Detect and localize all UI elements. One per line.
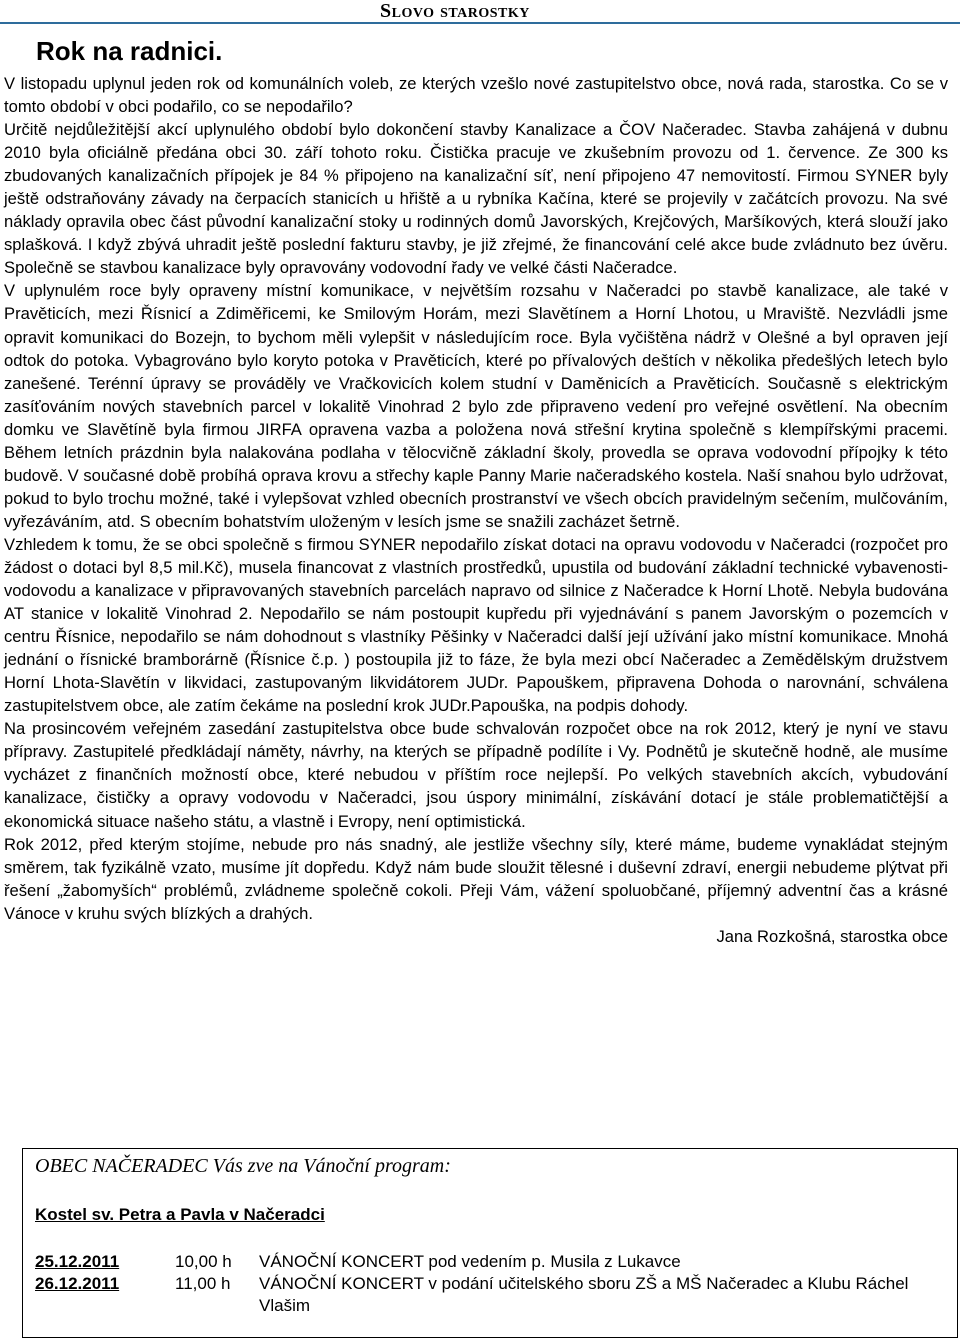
paragraph: V listopadu uplynul jeden rok od komunálních voleb, ze kterých vzešlo nové zastupitelstvo obce, nová rada, starostka. Co se v tomto období v obci podařilo, co se nepodařilo? (4, 74, 948, 117)
event-time: 11,00 h (175, 1274, 231, 1293)
paragraph: Na prosincovém veřejném zasedání zastupitelstva obce bude schvalován rozpočet obce na rok 2012, který je nyní ve stavu přípravy. Zastupitelé předkládají náměty, návrhy, na kterých se případně podílíte i Vy. Podnětů je skutečně hodně, ale musíme vycházet z finančních možností obce, které nebudou v příštím roce nejlepší. Po velkých stavebních akcích, vybudování kanalizace, čističky a opravy vodovodu v Načeradci, jsou úspory minimální, získávání dotací je stále problematičtější a ekonomická situace našeho státu, a vlastně i Evropy, není optimistická. (4, 719, 948, 831)
event-date: 26.12.2011 (35, 1274, 120, 1293)
christmas-program-box (22, 1148, 958, 1338)
paragraph: Určitě nejdůležitější akcí uplynulého období bylo dokončení stavby Kanalizace a ČOV Načeradec. Stavba zahájená v dubnu 2010 byla oficiálně předána obci 30. září tohoto roku. Čistička pracuje ve zkušebním provozu od 1. července. Ze 300 ks zbudovaných kanalizačních přípojek je 84 % připojeno na kanalizační síť, není připojeno 47 nemovitostí. Firmou SYNER byly ještě odstraňovány závady na čerpacích stanicích u hřiště a u rybníka Kačína, které se projevily v začátcích provozu. Na své náklady opravila obec část původní kanalizační stoky u rodinných domů Javorských, Krejčových, Maršíkových, která slouží jako splašková. I když zbývá uhradit ještě poslední fakturu stavby, je již zřejmé, že financování celé akce bude zvládnuto bez úvěru. Společně se stavbou kanalizace byly opravovány vodovodní řady ve velké části Načeradce. (4, 120, 948, 278)
paragraph: Vzhledem k tomu, že se obci společně s firmou SYNER nepodařilo získat dotaci na opravu vodovodu v Načeradci (rozpočet pro žádost o dotaci byl 8,5 mil.Kč), musela financovat z vlastních prostředků, upustila od budování základní technické vybavenosti- vodovodu a kanalizace v připravovaných stavebních parcelách napravo od silnice z Načeradce k Horní Lhotě. Nebyla budována AT stanice v lokalitě Vinohrad 2. Nepodařilo se nám postoupit kupředu při vyjednávání s panem Javorským o pozemcích v centru Řísnice, nepodařilo se nám dohodnout s vlastníky Pěšinky v Načeradci další její užívání jako místní komunikace. Mnohá jednání o řísnické bramborárně (Řísnice č.p. ) postoupila již to fáze, že byla mezi obcí Načeradec a Zemědělským družstvem Horní Lhota-Slavětín v likvidaci, zastupovaným likvidátorem JUDr. Papouškem, připravena Dohoda o narovnání, schválena zastupitelstvem obce, ale zatím čekáme na poslední krok JUDr.Papouška, na podpis dohody. (4, 534, 948, 716)
event-description: VÁNOČNÍ KONCERT v podání učitelského sboru ZŠ a MŠ Načeradec a Klubu Ráchel Vlašim (259, 1274, 909, 1315)
event-time: 10,00 h (175, 1252, 232, 1271)
signature: Jana Rozkošná, starostka obce (716, 926, 948, 946)
article-body (4, 72, 948, 948)
article-title: Rok na radnici. (36, 36, 223, 66)
program-venue: Kostel sv. Petra a Pavla v Načeradci (35, 1205, 325, 1224)
event-description: VÁNOČNÍ KONCERT pod vedením p. Musila z Lukavce (259, 1252, 681, 1271)
event-date: 25.12.2011 (35, 1252, 120, 1271)
program-header: OBEC NAČERADEC Vás zve na Vánoční program: (35, 1155, 451, 1177)
section-label: Slovo starostky (380, 0, 530, 22)
paragraph: Rok 2012, před kterým stojíme, nebude pro nás snadný, ale jestliže všechny síly, které máme, budeme vynakládat stejným směrem, tak fyzikálně vzato, musíme jít dopředu. Když nám bude sloužit tělesné i duševní zdraví, energii nebudeme plýtvat při řešení „žabomyších“ problémů, zvládneme společně cokoli. Přeji Vám, vážení spoluobčané, příjemný adventní čas a krásné Vánoce v kruhu svých blízkých a drahých. (4, 834, 948, 923)
paragraph: V uplynulém roce byly opraveny místní komunikace, v největším rozsahu v Načeradci po stavbě kanalizace, ale také v Pravěticích, mezi Řísnicí a Zdiměřicemi, ke Smilovým Horám, mezi Slavětínem a Horní Lhotou, u Mraviště. Nezvládli jsme opravit komunikaci do Bozejn, to bychom měli vylepšit v následujícím roce. Byla vyčištěna nádrž v Olešné a byl opraven její odtok do potoka. Vybagrováno bylo koryto potoka v Pravěticích, které po přívalových deštích v několika předešlých letech bylo zanešené. Terénní úpravy se prováděly ve Vračkovicích kolem studní v Daměnicích a Pravěticích. Současně s elektrickým zasíťováním nových stavebních parcel v lokalitě Vinohrad 2 bylo zde připraveno vedení pro veřejné osvětlení. Na obecním domku ve Slavětíně byla firmou JIRFA opravena vazba a položena nová střešní krytina společně s klempířskými pracemi. Během letních prázdnin byla nalakována podlaha v tělocvičně základní školy, provedla se oprava vodovodní přípojky k této budově. V současné době probíhá oprava krovu a střechy kaple Panny Marie načeradského kostela. Naší snahou bylo udržovat, pokud to bylo trochu možné, také i vylepšovat vzhled obecních prostranství ve všech obcích pravidelným sečením, mulčováním, vyřezáváním, atd. S obecním bohatstvím uloženým v lesích jsme se snažili zacházet šetrně. (4, 281, 948, 531)
